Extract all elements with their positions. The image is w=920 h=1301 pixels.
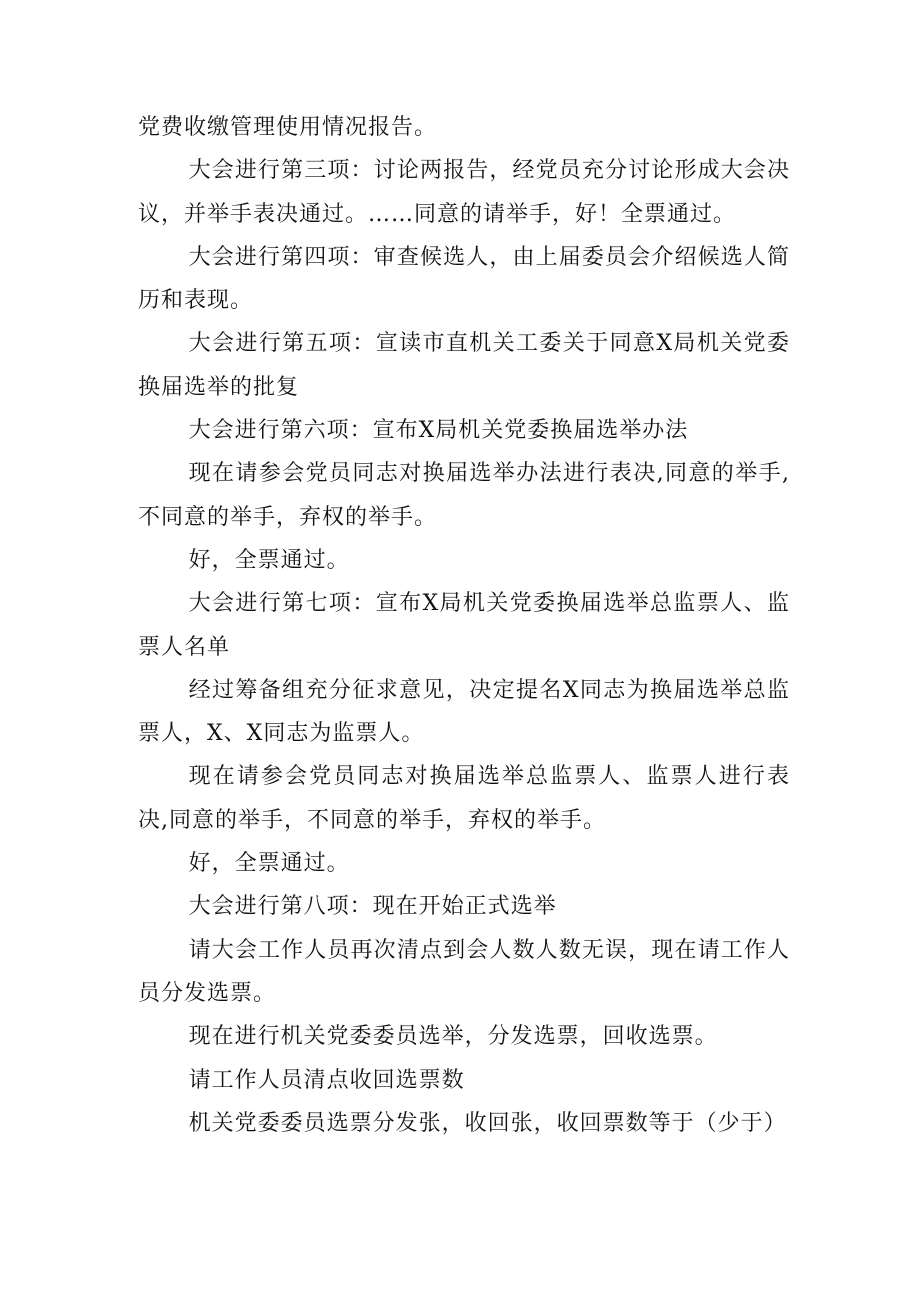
paragraph-vote-scrutineers: 现在请参会党员同志对换届选举总监票人、监票人进行表决,同意的举手，不同意的举手，弃权的举手。 (138, 764, 790, 833)
paragraph-item-4: 大会进行第四项：审查候选人，由上届委员会介绍候选人简历和表现。 (138, 244, 790, 314)
paragraph-ballot-tally: 机关党委委员选票分发张，收回张，收回票数等于（少于） (188, 1110, 787, 1136)
document-body (138, 106, 790, 1145)
paragraph-vote-result: 好，全票通过。 (188, 547, 350, 573)
paragraph-item-7: 大会进行第七项：宣布X局机关党委换届选举总监票人、监票人名单 (138, 591, 790, 660)
paragraph-vote-method: 现在请参会党员同志对换届选举办法进行表决,同意的举手,不同意的举手，弃权的举手。 (138, 461, 790, 530)
paragraph-headcount: 请大会工作人员再次清点到会人数人数无误，现在请工作人员分发选票。 (138, 937, 790, 1006)
paragraph-nomination: 经过筹备组充分征求意见，决定提名X同志为换届选举总监票人，X、X同志为监票人。 (138, 677, 790, 747)
paragraph-item-5: 大会进行第五项：宣读市直机关工委关于同意X局机关党委换届选举的批复 (138, 331, 790, 400)
paragraph-ballot-distribution: 现在进行机关党委委员选举，分发选票，回收选票。 (188, 1024, 718, 1050)
paragraph-item-6: 大会进行第六项：宣布X局机关党委换届选举办法 (188, 418, 689, 444)
paragraph-item-8: 大会进行第八项：现在开始正式选举 (188, 894, 557, 920)
paragraph-continuation: 党费收缴管理使用情况报告。 (138, 115, 438, 140)
paragraph-ballot-count: 请工作人员清点收回选票数 (188, 1067, 465, 1093)
paragraph-item-3: 大会进行第三项：讨论两报告，经党员充分讨论形成大会决议，并举手表决通过。……同意的请举手，好！全票通过。 (138, 158, 790, 227)
paragraph-vote-result: 好，全票通过。 (188, 851, 350, 877)
